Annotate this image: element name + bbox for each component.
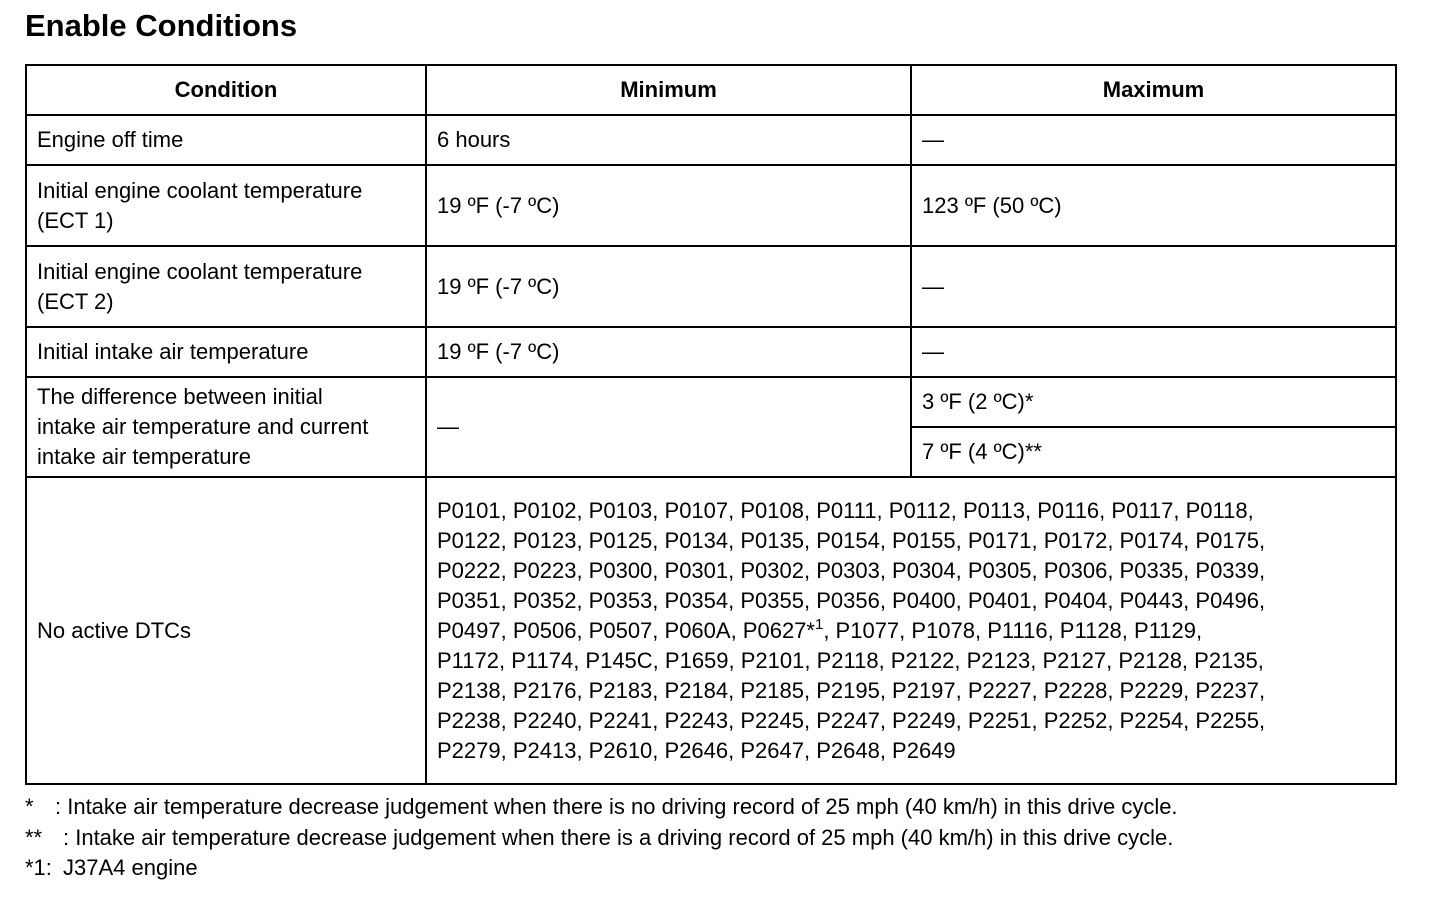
dtc-list-cell bbox=[426, 477, 1396, 784]
footnote-mark: *1: bbox=[25, 855, 52, 880]
enable-conditions-table bbox=[25, 64, 1397, 785]
condition-cell: No active DTCs bbox=[26, 477, 426, 784]
dtc-line: P1172, P1174, P145C, P1659, P2101, P2118, P2122, P2123, P2127, P2128, P2135, bbox=[437, 647, 1264, 673]
condition-line: (ECT 1) bbox=[37, 207, 114, 233]
minimum-cell: 19 ºF (-7 ºC) bbox=[426, 246, 911, 327]
condition-cell bbox=[26, 165, 426, 246]
condition-line: (ECT 2) bbox=[37, 288, 114, 314]
dtc-line: P0222, P0223, P0300, P0301, P0302, P0303, P0304, P0305, P0306, P0335, P0339, bbox=[437, 557, 1266, 583]
minimum-cell: 19 ºF (-7 ºC) bbox=[426, 165, 911, 246]
maximum-cell: 123 ºF (50 ºC) bbox=[911, 165, 1396, 246]
header-condition: Condition bbox=[26, 65, 426, 115]
dtc-line bbox=[437, 616, 1387, 646]
condition-cell bbox=[26, 246, 426, 327]
dtc-line: P0351, P0352, P0353, P0354, P0355, P0356, P0400, P0401, P0404, P0443, P0496, bbox=[437, 587, 1266, 613]
footnotes bbox=[25, 792, 1178, 884]
footnote-mark: ** bbox=[25, 824, 43, 850]
condition-line: Initial engine coolant temperature bbox=[37, 177, 363, 203]
footnote-text: : Intake air temperature decrease judgement when there is a driving record of 25 mph (40 km/h) in this drive cycle. bbox=[63, 824, 1174, 850]
page-title: Enable Conditions bbox=[25, 8, 298, 43]
maximum-cell: — bbox=[911, 246, 1396, 327]
dtc-line-head: P0497, P0506, P0507, P060A, P0627* bbox=[437, 617, 815, 643]
footnote-text: : Intake air temperature decrease judgement when there is no driving record of 25 mph (40 km/h) in this drive cycle. bbox=[55, 794, 1178, 819]
condition-cell: Engine off time bbox=[26, 115, 426, 165]
header-minimum: Minimum bbox=[426, 65, 911, 115]
header-maximum: Maximum bbox=[911, 65, 1396, 115]
table-row bbox=[26, 165, 1396, 246]
table-row bbox=[26, 246, 1396, 327]
condition-line: intake air temperature and current bbox=[37, 414, 369, 439]
footnote-reference: 1 bbox=[814, 615, 824, 633]
maximum-cell: 3 ºF (2 ºC)* bbox=[911, 377, 1396, 427]
footnote bbox=[25, 792, 1178, 823]
maximum-cell: — bbox=[911, 327, 1396, 377]
dtc-line: P0101, P0102, P0103, P0107, P0108, P0111, P0112, P0113, P0116, P0117, P0118, bbox=[437, 497, 1254, 523]
condition-line: The difference between initial bbox=[37, 384, 323, 409]
dtc-line: P0122, P0123, P0125, P0134, P0135, P0154, P0155, P0171, P0172, P0174, P0175, bbox=[437, 527, 1266, 553]
table-row bbox=[26, 327, 1396, 377]
footnote bbox=[25, 853, 1178, 884]
table-row bbox=[26, 477, 1396, 784]
footnote-mark: * bbox=[25, 794, 34, 819]
dtc-line: P2279, P2413, P2610, P2646, P2647, P2648, P2649 bbox=[437, 737, 956, 763]
condition-line: Initial engine coolant temperature bbox=[37, 258, 363, 284]
footnote-text: J37A4 engine bbox=[63, 855, 198, 880]
condition-line: intake air temperature bbox=[37, 444, 251, 469]
table-row bbox=[26, 115, 1396, 165]
minimum-cell: 19 ºF (-7 ºC) bbox=[426, 327, 911, 377]
footnote bbox=[25, 823, 1178, 854]
maximum-cell: 7 ºF (4 ºC)** bbox=[911, 427, 1396, 477]
dtc-line: P2238, P2240, P2241, P2243, P2245, P2247, P2249, P2251, P2252, P2254, P2255, bbox=[437, 707, 1266, 733]
condition-cell bbox=[26, 377, 426, 477]
table-header-row bbox=[26, 65, 1396, 115]
minimum-cell: 6 hours bbox=[426, 115, 911, 165]
dtc-line: P2138, P2176, P2183, P2184, P2185, P2195, P2197, P2227, P2228, P2229, P2237, bbox=[437, 677, 1266, 703]
maximum-cell: — bbox=[911, 115, 1396, 165]
dtc-line-tail: , P1077, P1078, P1116, P1128, P1129, bbox=[823, 617, 1203, 643]
minimum-cell: — bbox=[426, 377, 911, 477]
table-row bbox=[26, 377, 1396, 427]
condition-cell: Initial intake air temperature bbox=[26, 327, 426, 377]
